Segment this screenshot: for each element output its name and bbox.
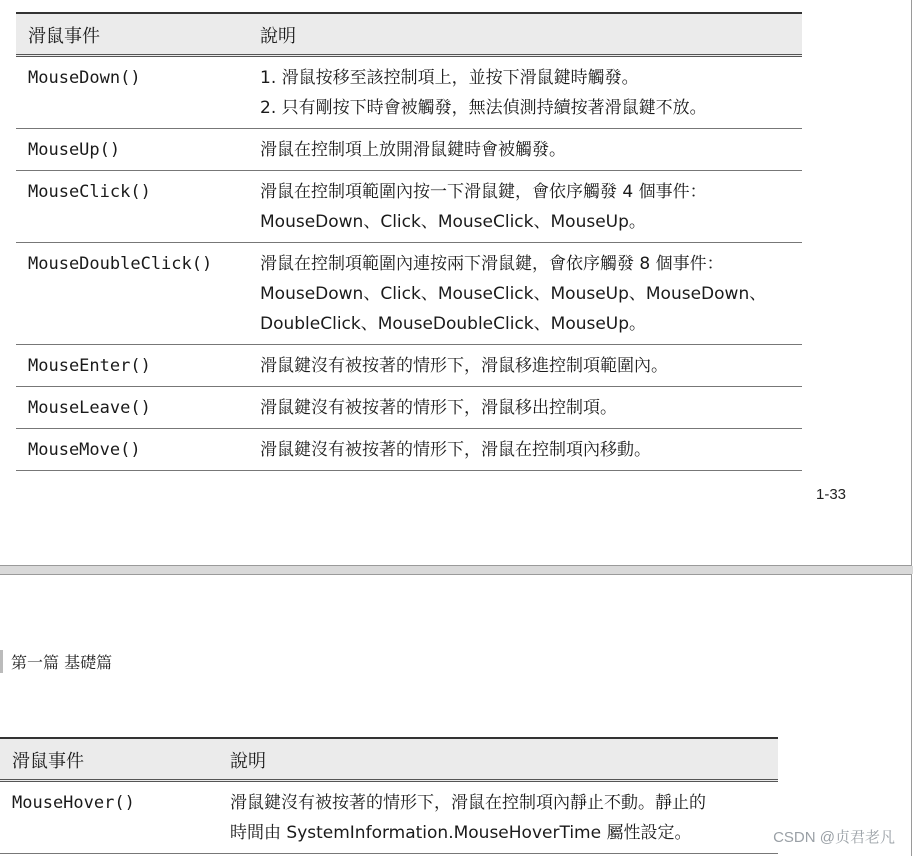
description-line: 2. 只有剛按下時會被觸發，無法偵測持續按著滑鼠鍵不放。 — [260, 98, 707, 118]
header-description: 說明 — [218, 738, 778, 781]
description-line: 滑鼠鍵沒有被按著的情形下，滑鼠在控制項內移動。 — [260, 440, 651, 460]
description-line: 滑鼠在控制項範圍內按一下滑鼠鍵，會依序觸發 4 個事件： — [260, 182, 707, 202]
event-description — [248, 429, 802, 471]
watermark: CSDN @贞君老凡 — [773, 829, 895, 846]
table-row — [16, 243, 802, 345]
event-description — [248, 171, 802, 243]
description-line: MouseDown、Click、MouseClick、MouseUp、MouseDown、 — [260, 284, 767, 304]
table-row — [16, 56, 802, 129]
page-gap — [0, 566, 913, 574]
description-line: 滑鼠在控制項範圍內連按兩下滑鼠鍵，會依序觸發 8 個事件： — [260, 254, 724, 274]
event-description — [248, 129, 802, 171]
event-name: MouseLeave() — [16, 387, 248, 429]
event-name: MouseMove() — [16, 429, 248, 471]
event-description — [248, 243, 802, 345]
table-row — [16, 171, 802, 243]
description-line: 1. 滑鼠按移至該控制項上，並按下滑鼠鍵時觸發。 — [260, 68, 639, 88]
description-line: DoubleClick、MouseDoubleClick、MouseUp。 — [260, 314, 647, 334]
event-name: MouseUp() — [16, 129, 248, 171]
table-row — [16, 429, 802, 471]
description-line: 滑鼠鍵沒有被按著的情形下，滑鼠移進控制項範圍內。 — [260, 356, 668, 376]
event-description — [248, 56, 802, 129]
table-row — [16, 345, 802, 387]
event-description — [248, 345, 802, 387]
mouse-events-table-continued — [0, 737, 778, 854]
event-name: MouseEnter() — [16, 345, 248, 387]
event-description — [248, 387, 802, 429]
header-description: 說明 — [248, 13, 802, 56]
header-event: 滑鼠事件 — [0, 738, 218, 781]
table-row — [16, 387, 802, 429]
description-line: 滑鼠鍵沒有被按著的情形下，滑鼠移出控制項。 — [260, 398, 617, 418]
event-name: MouseDoubleClick() — [16, 243, 248, 345]
table-row — [0, 781, 778, 854]
page-number: 1-33 — [816, 486, 847, 503]
description-line: 時間由 SystemInformation.MouseHoverTime 屬性設定。 — [230, 823, 692, 843]
event-name: MouseClick() — [16, 171, 248, 243]
event-name: MouseDown() — [16, 56, 248, 129]
event-name: MouseHover() — [0, 781, 218, 854]
mouse-events-table — [16, 12, 802, 471]
table-row — [16, 129, 802, 171]
table-header-row — [0, 738, 778, 781]
chapter-header: 第一篇 基礎篇 — [0, 650, 112, 673]
description-line: 滑鼠鍵沒有被按著的情形下，滑鼠在控制項內靜止不動。靜止的 — [230, 793, 706, 813]
event-description — [218, 781, 778, 854]
description-line: 滑鼠在控制項上放開滑鼠鍵時會被觸發。 — [260, 140, 566, 160]
table-header-row — [16, 13, 802, 56]
header-event: 滑鼠事件 — [16, 13, 248, 56]
description-line: MouseDown、Click、MouseClick、MouseUp。 — [260, 212, 646, 232]
